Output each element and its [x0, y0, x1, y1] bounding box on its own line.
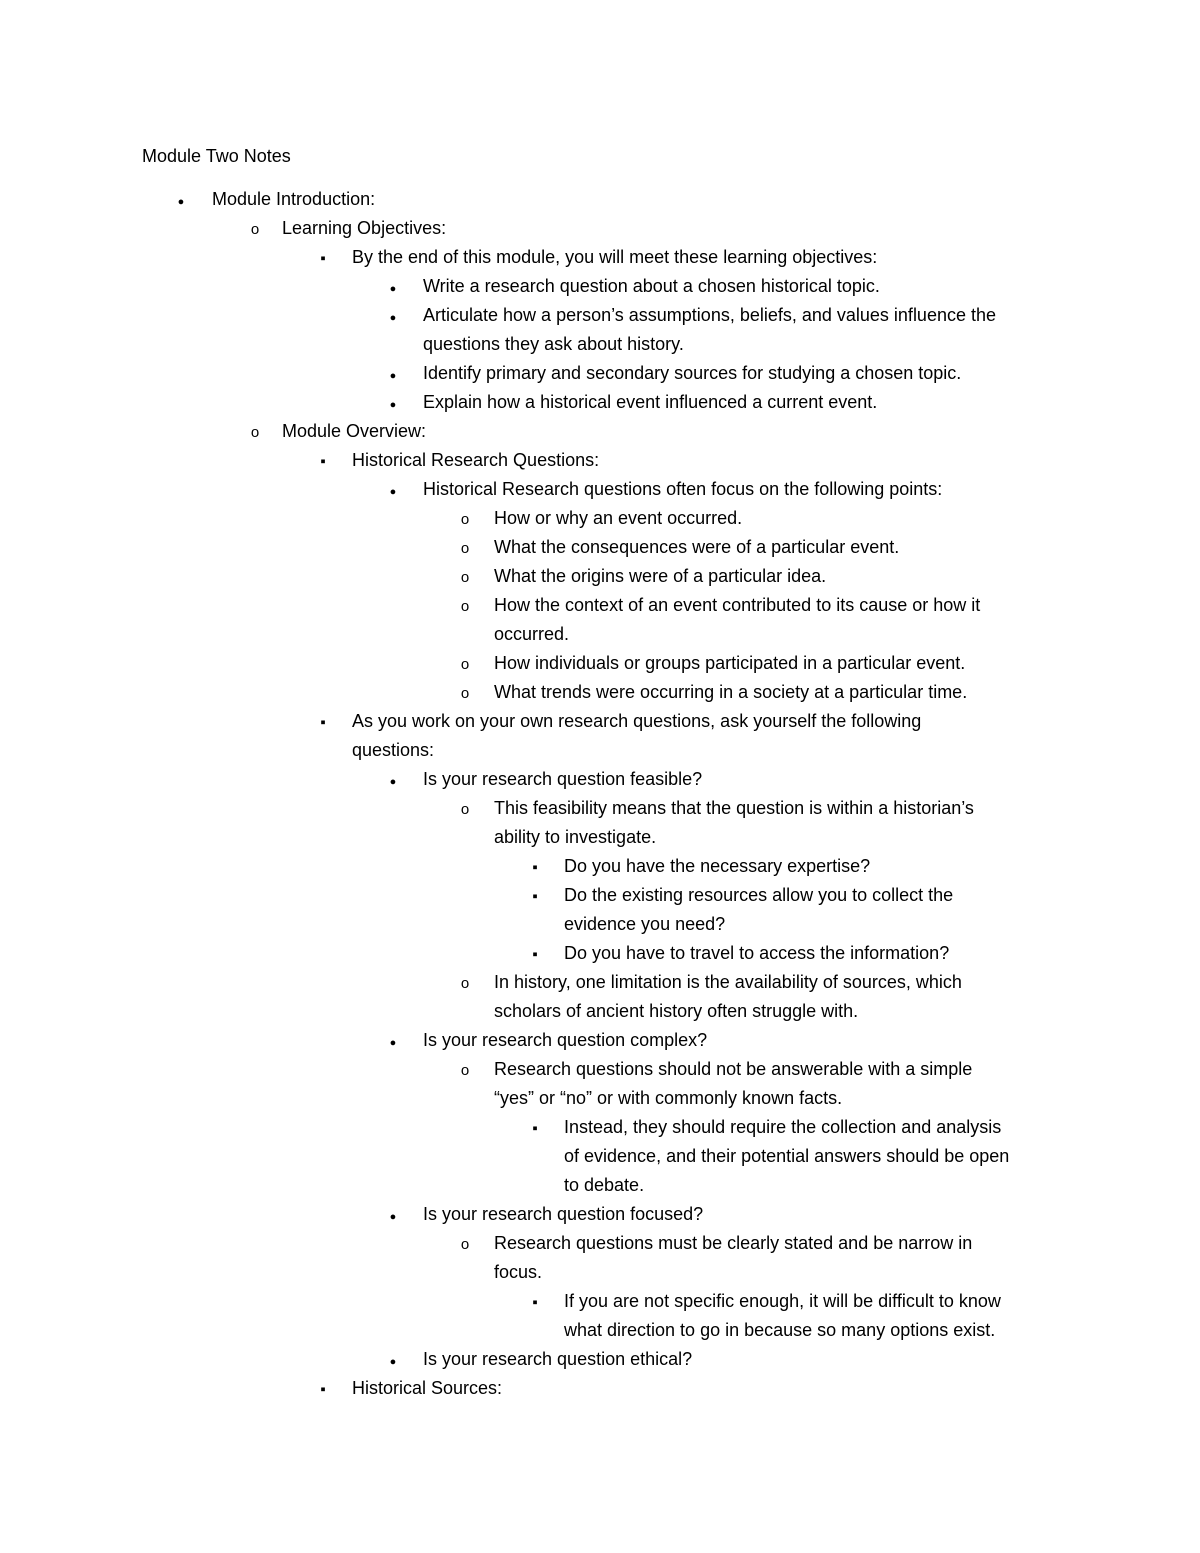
list-item-text: Is your research question feasible?	[423, 769, 703, 789]
list-item-text: What the consequences were of a particular event.	[494, 537, 900, 557]
square-bullet-icon	[314, 243, 332, 273]
list-item-text: Research questions must be clearly stated and be narrow in	[494, 1233, 973, 1253]
list-item	[0, 765, 1200, 794]
bullet-icon	[384, 1026, 402, 1058]
list-item-text: How individuals or groups participated in a particular event.	[494, 653, 966, 673]
list-item	[0, 243, 1200, 272]
list-item-text: to debate.	[564, 1175, 645, 1195]
list-item-continuation	[0, 823, 1200, 852]
list-item	[0, 417, 1200, 446]
list-item	[0, 475, 1200, 504]
list-item	[0, 1113, 1200, 1142]
list-item-text: Explain how a historical event influenced a current event.	[423, 392, 878, 412]
list-item	[0, 185, 1200, 214]
list-item-text: Instead, they should require the collection and analysis	[564, 1117, 1002, 1137]
square-bullet-icon	[526, 1287, 544, 1317]
list-item-text: In history, one limitation is the availability of sources, which	[494, 972, 962, 992]
square-bullet-icon	[526, 881, 544, 911]
list-item	[0, 533, 1200, 562]
list-item-continuation	[0, 620, 1200, 649]
list-item-text: ability to investigate.	[494, 827, 657, 847]
list-item	[0, 1200, 1200, 1229]
list-item-text: occurred.	[494, 624, 570, 644]
square-bullet-icon	[314, 707, 332, 737]
list-item-text: What the origins were of a particular idea.	[494, 566, 827, 586]
list-item	[0, 591, 1200, 620]
list-item	[0, 794, 1200, 823]
list-item-text: Research questions should not be answerable with a simple	[494, 1059, 973, 1079]
list-item-text: Learning Objectives:	[282, 218, 447, 238]
square-bullet-icon	[314, 446, 332, 476]
bullet-icon	[384, 765, 402, 797]
list-item	[0, 1229, 1200, 1258]
list-item-text: Historical Research Questions:	[352, 450, 600, 470]
list-item-continuation	[0, 997, 1200, 1026]
list-item-text: Historical Sources:	[352, 1378, 503, 1398]
list-item-text: Is your research question ethical?	[423, 1349, 693, 1369]
list-item	[0, 1287, 1200, 1316]
list-item-text: Write a research question about a chosen historical topic.	[423, 276, 880, 296]
list-item-continuation	[0, 1084, 1200, 1113]
circle-bullet-icon	[246, 214, 264, 244]
circle-bullet-icon	[456, 794, 474, 824]
list-item-continuation	[0, 910, 1200, 939]
page-title: Module Two Notes	[142, 146, 291, 166]
list-item	[0, 678, 1200, 707]
circle-bullet-icon	[456, 562, 474, 592]
list-item-continuation	[0, 736, 1200, 765]
circle-bullet-icon	[456, 1229, 474, 1259]
list-item	[0, 301, 1200, 330]
list-item	[0, 939, 1200, 968]
list-item	[0, 1055, 1200, 1084]
list-item-text: scholars of ancient history often struggle with.	[494, 1001, 859, 1021]
square-bullet-icon	[526, 852, 544, 882]
list-item-text: Historical Research questions often focus on the following points:	[423, 479, 943, 499]
circle-bullet-icon	[456, 533, 474, 563]
list-item-text: Articulate how a person’s assumptions, beliefs, and values influence the	[423, 305, 997, 325]
list-item-text: How or why an event occurred.	[494, 508, 743, 528]
circle-bullet-icon	[456, 649, 474, 679]
list-item	[0, 1345, 1200, 1374]
list-item-text: Is your research question complex?	[423, 1030, 708, 1050]
bullet-icon	[172, 185, 190, 217]
list-item-continuation	[0, 1258, 1200, 1287]
list-item	[0, 649, 1200, 678]
list-item-text: As you work on your own research questions, ask yourself the following	[352, 711, 922, 731]
list-item-text: evidence you need?	[564, 914, 726, 934]
square-bullet-icon	[314, 1374, 332, 1404]
list-item	[0, 214, 1200, 243]
list-item-text: focus.	[494, 1262, 543, 1282]
list-item-text: Identify primary and secondary sources for studying a chosen topic.	[423, 363, 962, 383]
list-item-continuation	[0, 1142, 1200, 1171]
list-item	[0, 1374, 1200, 1403]
list-item-text: questions they ask about history.	[423, 334, 684, 354]
list-item	[0, 446, 1200, 475]
bullet-icon	[384, 301, 402, 333]
notes-outline	[0, 185, 1200, 1403]
circle-bullet-icon	[456, 678, 474, 708]
list-item-text: If you are not specific enough, it will be difficult to know	[564, 1291, 1001, 1311]
circle-bullet-icon	[456, 1055, 474, 1085]
list-item-text: By the end of this module, you will meet these learning objectives:	[352, 247, 878, 267]
bullet-icon	[384, 272, 402, 304]
list-item	[0, 881, 1200, 910]
list-item-continuation	[0, 330, 1200, 359]
list-item	[0, 707, 1200, 736]
list-item-text: what direction to go in because so many options exist.	[564, 1320, 996, 1340]
bullet-icon	[384, 359, 402, 391]
list-item	[0, 504, 1200, 533]
bullet-icon	[384, 1200, 402, 1232]
list-item-continuation	[0, 1316, 1200, 1345]
list-item-text: questions:	[352, 740, 435, 760]
square-bullet-icon	[526, 939, 544, 969]
list-item	[0, 852, 1200, 881]
list-item-text: “yes” or “no” or with commonly known facts.	[494, 1088, 843, 1108]
square-bullet-icon	[526, 1113, 544, 1143]
list-item	[0, 562, 1200, 591]
list-item-text: What trends were occurring in a society at a particular time.	[494, 682, 968, 702]
list-item	[0, 359, 1200, 388]
list-item-continuation	[0, 1171, 1200, 1200]
bullet-icon	[384, 475, 402, 507]
list-item-text: Module Overview:	[282, 421, 427, 441]
list-item-text: This feasibility means that the question is within a historian’s	[494, 798, 974, 818]
list-item	[0, 968, 1200, 997]
circle-bullet-icon	[456, 591, 474, 621]
circle-bullet-icon	[456, 504, 474, 534]
list-item-text: How the context of an event contributed to its cause or how it	[494, 595, 981, 615]
list-item-text: of evidence, and their potential answers should be open	[564, 1146, 1010, 1166]
list-item-text: Module Introduction:	[212, 189, 376, 209]
list-item	[0, 272, 1200, 301]
bullet-icon	[384, 1345, 402, 1377]
list-item	[0, 388, 1200, 417]
circle-bullet-icon	[246, 417, 264, 447]
list-item-text: Is your research question focused?	[423, 1204, 704, 1224]
list-item	[0, 1026, 1200, 1055]
list-item-text: Do the existing resources allow you to collect the	[564, 885, 954, 905]
list-item-text: Do you have the necessary expertise?	[564, 856, 871, 876]
list-item-text: Do you have to travel to access the information?	[564, 943, 950, 963]
circle-bullet-icon	[456, 968, 474, 998]
bullet-icon	[384, 388, 402, 420]
